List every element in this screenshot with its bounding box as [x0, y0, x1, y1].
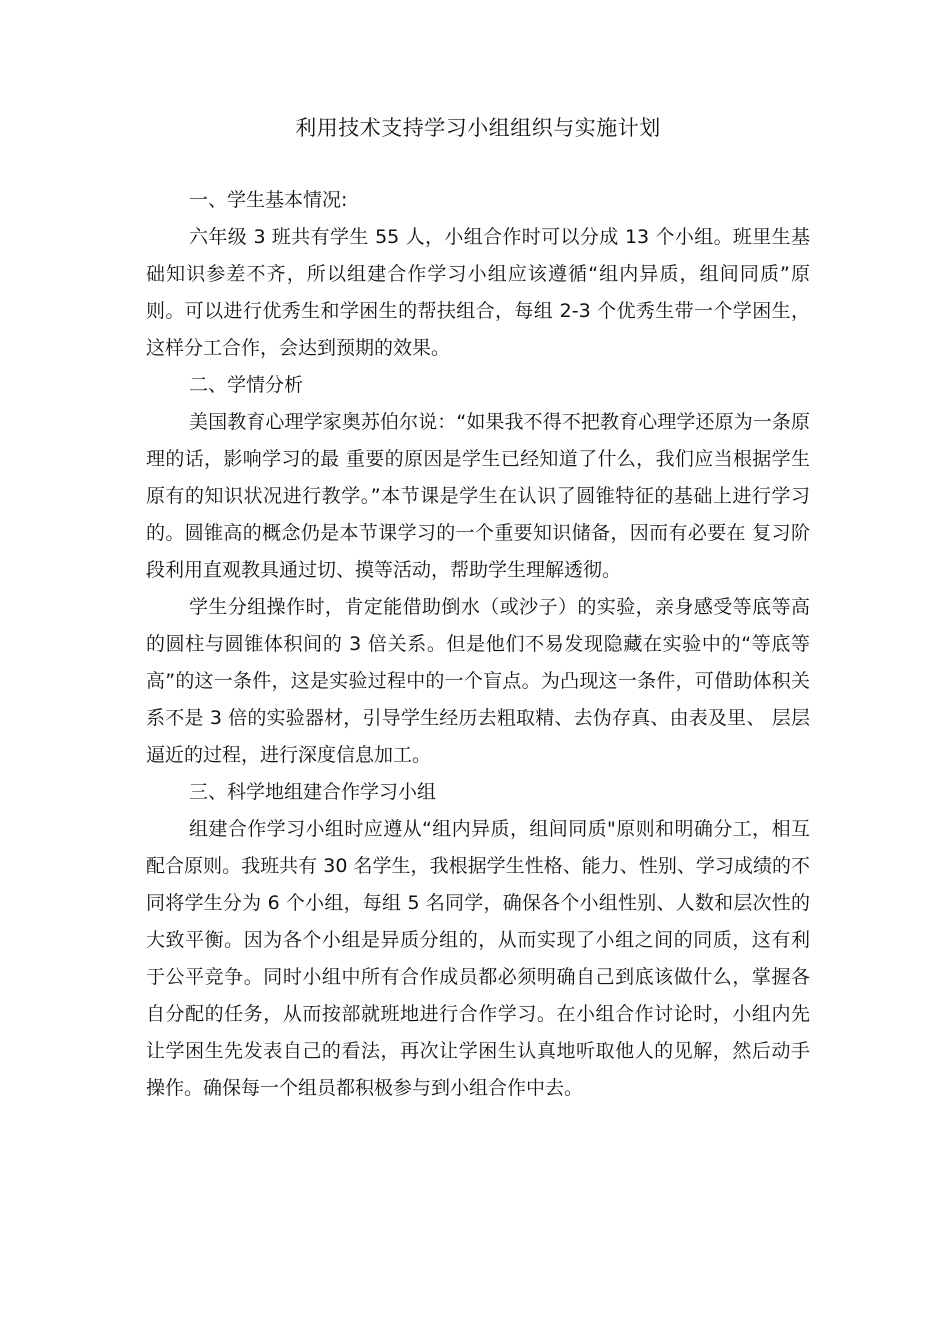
paragraph-learning-analysis-1: 美国教育心理学家奥苏伯尔说：“如果我不得不把教育心理学还原为一条原理的话，影响学习的最 重要的原因是学生已经知道了什么，我们应当根据学生原有的知识状况进行教学。”本节课是学生在认识了圆锥特征的基础上进行学习的。圆锥高的概念仍是本节课学习的一个重要知识储备，因而有必要在 复习阶段利用直观教具通过切、摸等活动，帮助学生理解透彻。	[146, 411, 810, 581]
document-title: 利用技术支持学习小组组织与实施计划	[295, 116, 661, 140]
section-heading-learning-analysis: 二、学情分析	[189, 374, 304, 396]
section-heading-group-building: 三、科学地组建合作学习小组	[189, 781, 437, 803]
paragraph-basic-info: 六年级 3 班共有学生 55 人，小组合作时可以分成 13 个小组。班里生基础知识参差不齐，所以组建合作学习小组应该遵循“组内异质，组间同质”原则。可以进行优秀生和学困生的帮扶组合，每组 2-3 个优秀生带一个学困生，这样分工合作，会达到预期的效果。	[146, 226, 810, 359]
document-body	[146, 112, 810, 1107]
paragraph-group-building: 组建合作学习小组时应遵从“组内异质，组间同质"原则和明确分工，相互配合原则。我班共有 30 名学生，我根据学生性格、能力、性别、学习成绩的不同将学生分为 6 个小组，每组 5 名同学，确保各个小组性别、人数和层次性的大致平衡。因为各个小组是异质分组的，从而实现了小组之间的同质，这有利于公平竞争。同时小组中所有合作成员都必须明确自己到底该做什么，掌握各自分配的任务，从而按部就班地进行合作学习。在小组合作讨论时，小组内先让学困生先发表自己的看法，再次让学困生认真地听取他人的见解，然后动手操作。确保每一个组员都积极参与到小组合作中去。	[146, 818, 810, 1099]
paragraph-learning-analysis-2: 学生分组操作时，肯定能借助倒水（或沙子）的实验，亲身感受等底等高的圆柱与圆锥体积间的 3 倍关系。但是他们不易发现隐藏在实验中的“等底等高”的这一条件，这是实验过程中的一个盲点。为凸现这一条件，可借助体积关系不是 3 倍的实验器材，引导学生经历去粗取精、去伪存真、由表及里、 层层逼近的过程，进行深度信息加工。	[146, 596, 810, 766]
section-heading-basic-info: 一、学生基本情况:	[189, 189, 348, 211]
